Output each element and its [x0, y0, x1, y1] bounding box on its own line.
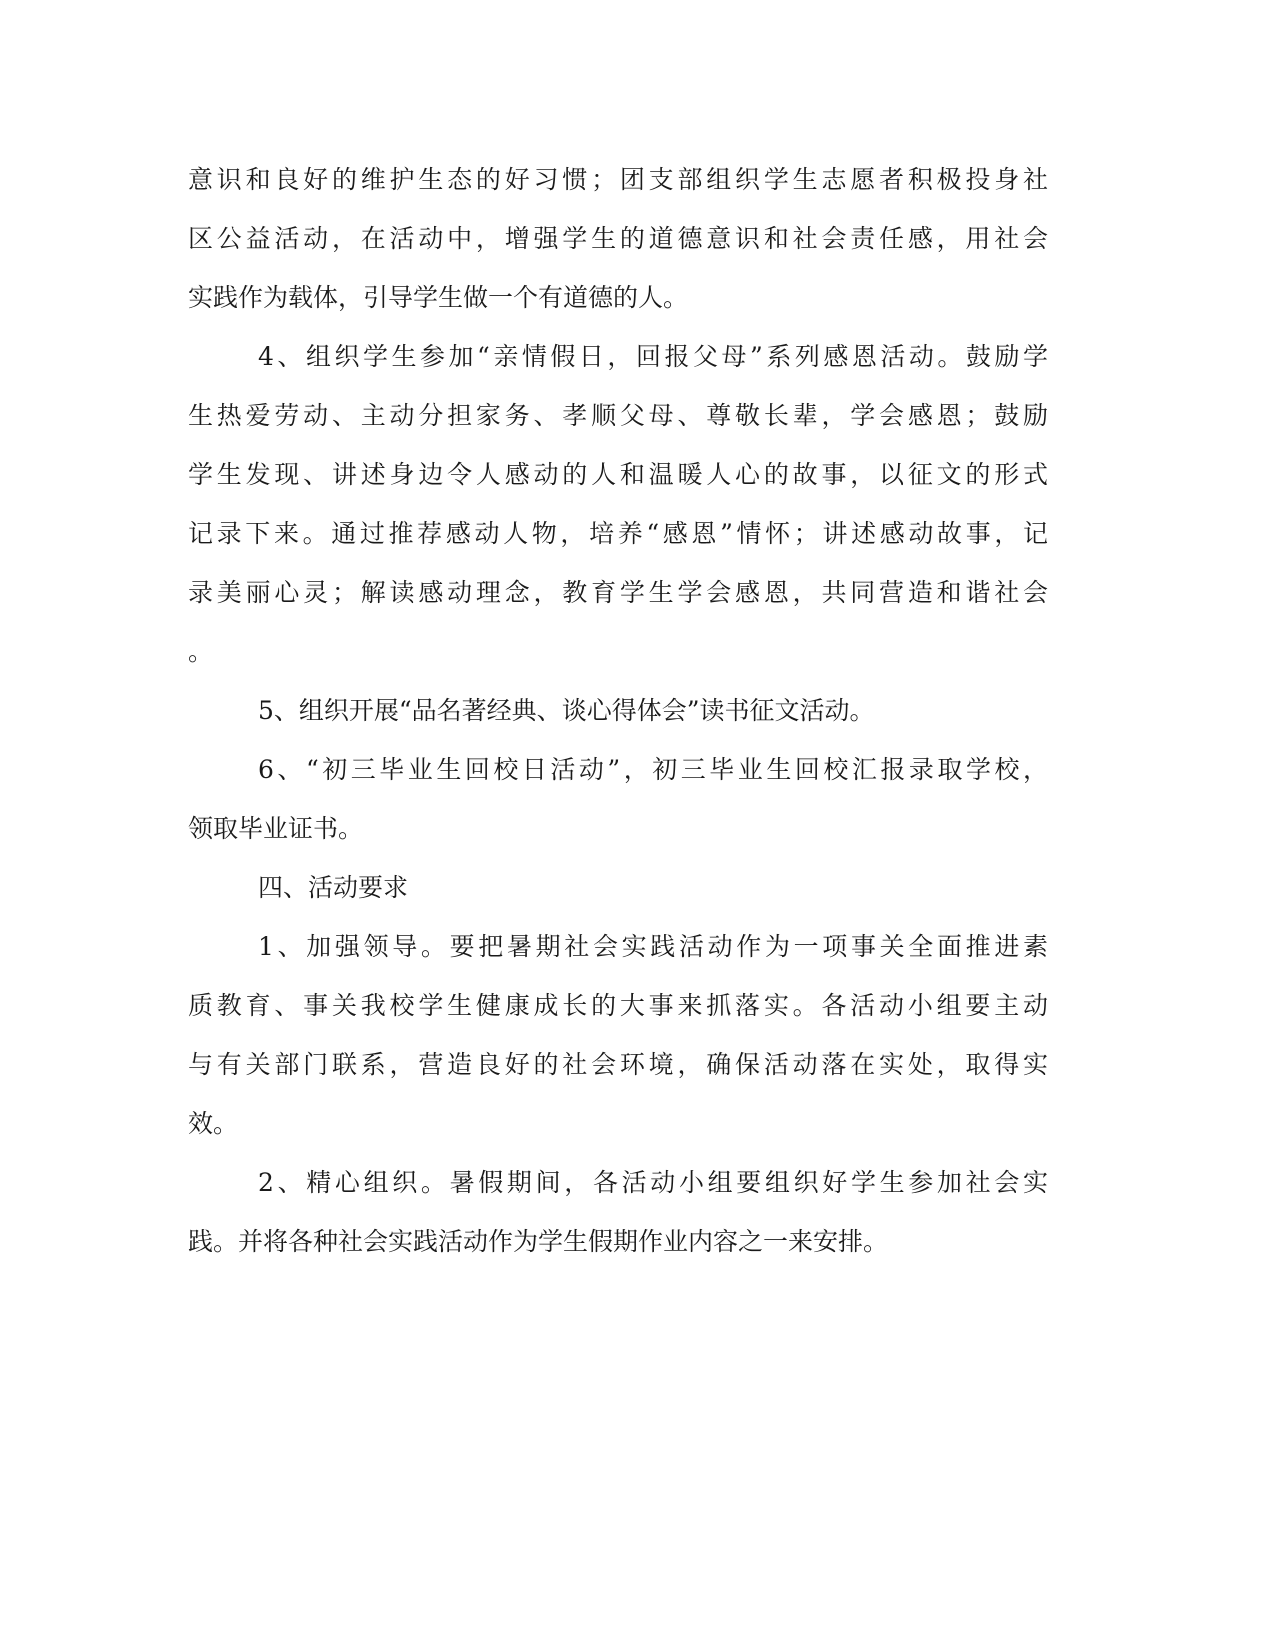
text-line: 与有关部门联系，营造良好的社会环境，确保活动落在实处，取得实: [188, 1050, 1048, 1079]
text-line: 实践作为载体，引导学生做一个有道德的人。: [188, 283, 689, 312]
text-line: 6、“初三毕业生回校日活动”，初三毕业生回校汇报录取学校，: [258, 755, 1048, 784]
text-line: 生热爱劳动、主动分担家务、孝顺父母、尊敬长辈，学会感恩；鼓励: [188, 401, 1048, 430]
text-line: 学生发现、讲述身边令人感动的人和温暖人心的故事，以征文的形式: [188, 460, 1048, 489]
text-line: 领取毕业证书。: [188, 814, 364, 843]
text-line: 质教育、事关我校学生健康成长的大事来抓落实。各活动小组要主动: [188, 991, 1048, 1020]
text-line: 2、精心组织。暑假期间，各活动小组要组织好学生参加社会实: [258, 1168, 1048, 1197]
text-line: 意识和良好的维护生态的好习惯；团支部组织学生志愿者积极投身社: [188, 165, 1048, 194]
text-line: 4、组织学生参加“亲情假日，回报父母”系列感恩活动。鼓励学: [258, 342, 1048, 371]
text-line: 。: [188, 637, 214, 666]
text-line: 5、组织开展“品名著经典、谈心得体会”读书征文活动。: [258, 696, 875, 725]
text-line: 区公益活动，在活动中，增强学生的道德意识和社会责任感，用社会: [188, 224, 1048, 253]
section-heading: 四、活动要求: [258, 873, 409, 902]
text-line: 记录下来。通过推荐感动人物，培养“感恩”情怀；讲述感动故事，记: [188, 519, 1048, 548]
text-line: 效。: [188, 1109, 239, 1138]
text-line: 践。并将各种社会实践活动作为学生假期作业内容之一来安排。: [188, 1227, 889, 1256]
text-line: 1、加强领导。要把暑期社会实践活动作为一项事关全面推进素: [258, 932, 1048, 961]
text-line: 录美丽心灵；解读感动理念，教育学生学会感恩，共同营造和谐社会: [188, 578, 1048, 607]
